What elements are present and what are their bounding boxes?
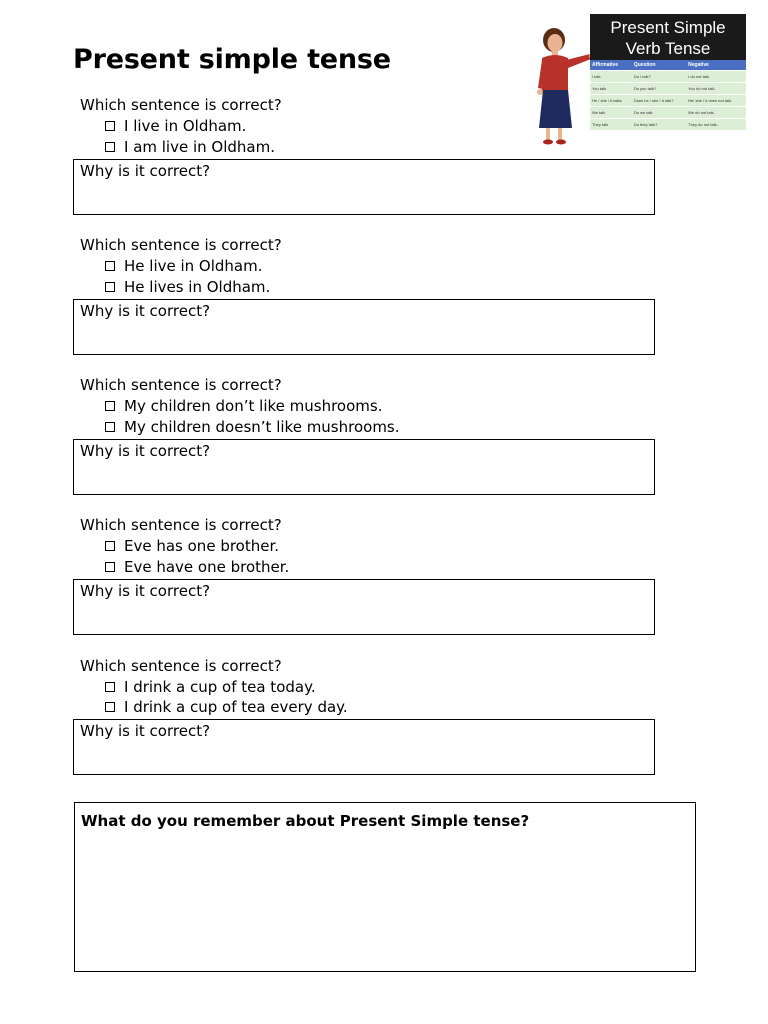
why-answer-box[interactable] <box>73 299 655 355</box>
why-label: Why is it correct? <box>80 162 211 180</box>
table-cell: Do we talk <box>632 107 686 119</box>
checkbox[interactable] <box>105 422 115 432</box>
option-label: My children don’t like mushrooms. <box>124 397 383 415</box>
option-5a[interactable] <box>105 677 316 697</box>
option-4b[interactable] <box>105 557 289 577</box>
checkbox[interactable] <box>105 282 115 292</box>
table-cell: We do not talk. <box>686 107 746 119</box>
option-label: He live in Oldham. <box>124 257 263 275</box>
question-prompt: Which sentence is correct? <box>80 236 282 254</box>
table-row <box>590 119 746 131</box>
why-answer-box[interactable] <box>73 719 655 775</box>
checkbox[interactable] <box>105 682 115 692</box>
option-2a[interactable] <box>105 256 263 276</box>
table-row <box>590 107 746 119</box>
why-label: Why is it correct? <box>80 442 211 460</box>
table-header: Negative <box>686 60 746 71</box>
sign-title-line2: Verb Tense <box>625 39 711 58</box>
table-cell: He/ she / it does not talk. <box>686 95 746 107</box>
table-row <box>590 83 746 95</box>
table-cell: I do not talk. <box>686 71 746 83</box>
option-label: He lives in Oldham. <box>124 278 271 296</box>
option-label: Eve have one brother. <box>124 558 290 576</box>
checkbox[interactable] <box>105 702 115 712</box>
checkbox[interactable] <box>105 541 115 551</box>
remember-label: What do you remember about Present Simple tense? <box>81 812 530 830</box>
question-prompt: Which sentence is correct? <box>80 96 282 114</box>
table-cell: We talk <box>590 107 632 119</box>
table-cell: You talk <box>590 83 632 95</box>
option-1a[interactable] <box>105 116 246 136</box>
option-label: I drink a cup of tea today. <box>124 678 316 696</box>
option-label: Eve has one brother. <box>124 537 280 555</box>
why-label: Why is it correct? <box>80 582 211 600</box>
why-label: Why is it correct? <box>80 722 211 740</box>
option-label: I drink a cup of tea every day. <box>124 698 348 716</box>
sign-board <box>590 14 746 60</box>
table-cell: You do not talk. <box>686 83 746 95</box>
table-cell: I talk. <box>590 71 632 83</box>
table-cell: Do I talk? <box>632 71 686 83</box>
sign-title-line1: Present Simple <box>610 18 726 37</box>
table-row <box>590 71 746 83</box>
checkbox[interactable] <box>105 261 115 271</box>
why-answer-box[interactable] <box>73 159 655 215</box>
checkbox[interactable] <box>105 562 115 572</box>
table-header: Affirmative <box>590 60 632 71</box>
question-prompt: Which sentence is correct? <box>80 516 282 534</box>
question-prompt: Which sentence is correct? <box>80 376 282 394</box>
option-2b[interactable] <box>105 277 270 297</box>
verb-table <box>590 60 746 130</box>
option-5b[interactable] <box>105 697 348 717</box>
table-cell: Do they talk? <box>632 119 686 131</box>
option-1b[interactable] <box>105 137 275 157</box>
teacher-figure-icon <box>534 12 594 146</box>
table-header: Question <box>632 60 686 71</box>
checkbox[interactable] <box>105 142 115 152</box>
table-cell: They do not talk. <box>686 119 746 131</box>
table-cell: They talk <box>590 119 632 131</box>
table-cell: Does he / she / it talk? <box>632 95 686 107</box>
option-3b[interactable] <box>105 417 400 437</box>
why-answer-box[interactable] <box>73 439 655 495</box>
table-cell: Do you talk? <box>632 83 686 95</box>
table-row <box>590 95 746 107</box>
remember-answer-box[interactable] <box>74 802 696 972</box>
checkbox[interactable] <box>105 401 115 411</box>
why-label: Why is it correct? <box>80 302 211 320</box>
option-label: My children doesn’t like mushrooms. <box>124 418 400 436</box>
checkbox[interactable] <box>105 121 115 131</box>
teacher-illustration <box>534 12 748 146</box>
option-3a[interactable] <box>105 396 382 416</box>
table-cell: He / she / it talks <box>590 95 632 107</box>
option-label: I live in Oldham. <box>124 117 247 135</box>
page-title: Present simple tense <box>73 44 391 75</box>
question-prompt: Which sentence is correct? <box>80 657 282 675</box>
option-4a[interactable] <box>105 536 279 556</box>
why-answer-box[interactable] <box>73 579 655 635</box>
option-label: I am live in Oldham. <box>124 138 275 156</box>
